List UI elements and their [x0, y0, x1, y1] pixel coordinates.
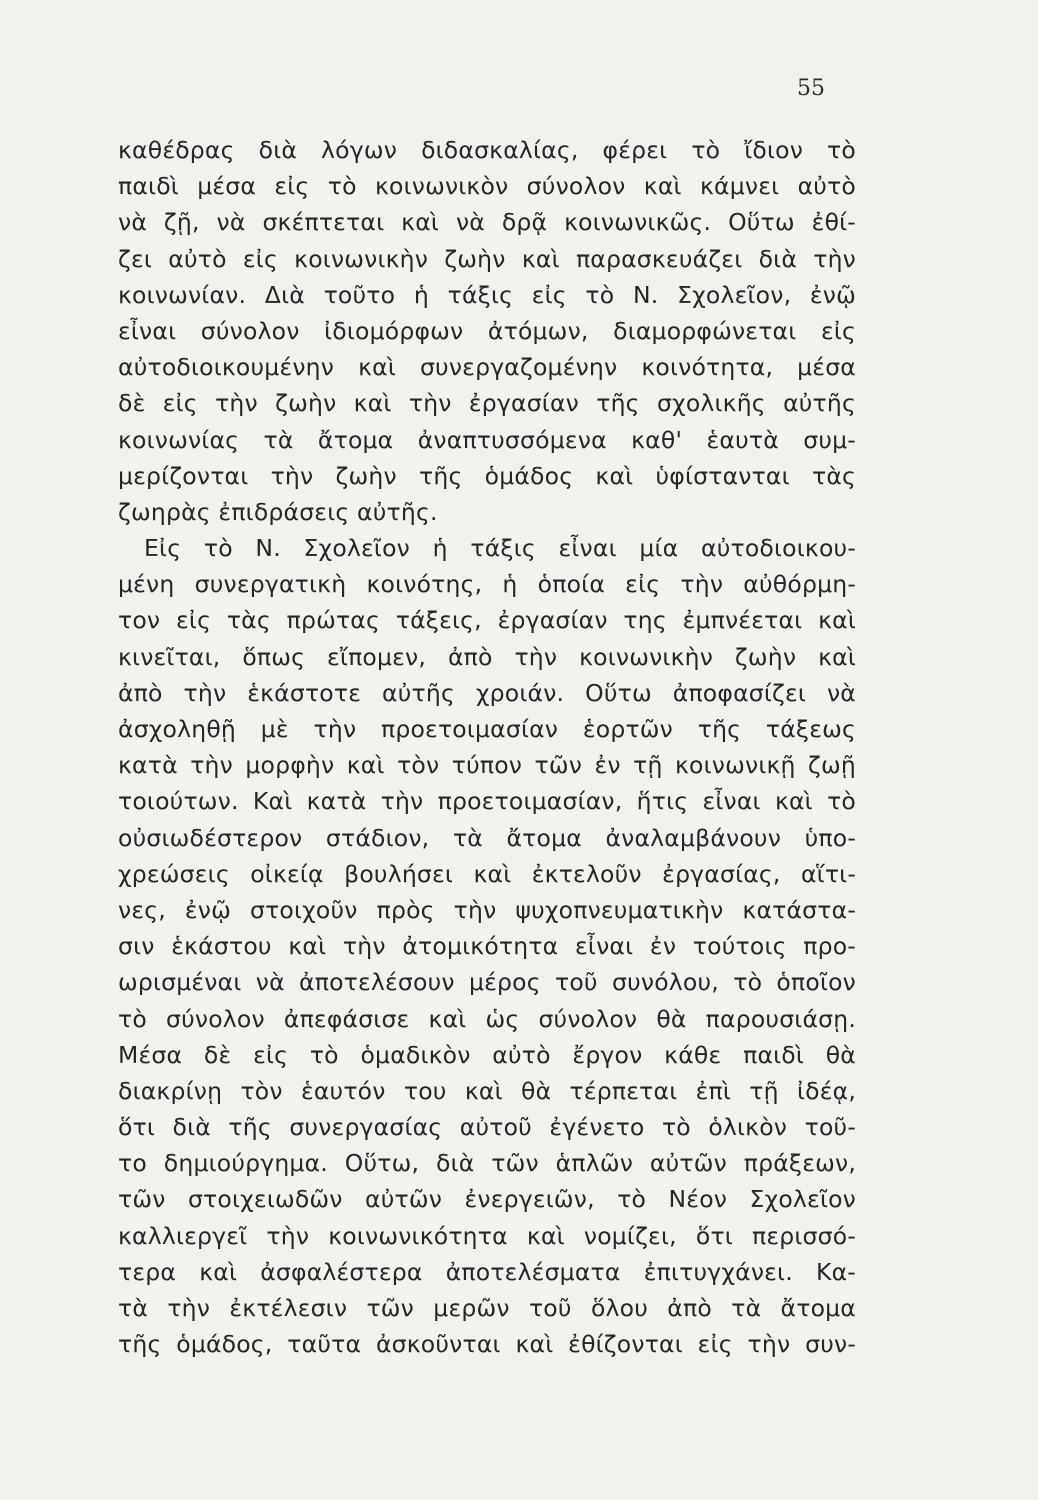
- text-line: τον εἰς τὰς πρώτας τάξεις, ἐργασίαν της ἐμπνέεται καὶ: [118, 606, 856, 635]
- text-line: κατὰ τὴν μορφὴν καὶ τὸν τύπον τῶν ἐν τῇ κοινωνικῇ ζωῇ: [118, 751, 856, 780]
- text-line: ζει αὐτὸ εἰς κοινωνικὴν ζωὴν καὶ παρασκευάζει διὰ τὴν: [118, 244, 856, 273]
- text-line: νες, ἐνῷ στοιχοῦν πρὸς τὴν ψυχοπνευματικὴν κατάστα-: [118, 895, 856, 924]
- text-line: το δημιούργημα. Οὕτω, διὰ τῶν ἁπλῶν αὐτῶν πράξεων,: [118, 1149, 856, 1178]
- text-line: τῆς ὁμάδος, ταῦτα ἀσκοῦνται καὶ ἐθίζονται εἰς τὴν συν-: [118, 1330, 856, 1359]
- text-line: παιδὶ μέσα εἰς τὸ κοινωνικὸν σύνολον καὶ κάμνει αὐτὸ: [118, 172, 856, 201]
- text-line: αὐτοδιοικουμένην καὶ συνεργαζομένην κοινότητα, μέσα: [118, 353, 856, 382]
- text-line: οὐσιωδέστερον στάδιον, τὰ ἄτομα ἀναλαμβάνουν ὑπο-: [118, 823, 856, 852]
- text-line: ζωηρὰς ἐπιδράσεις αὐτῆς.: [118, 497, 438, 526]
- text-line: κοινωνίαν. Διὰ τοῦτο ἡ τάξις εἰς τὸ Ν. Σχολεῖον, ἐνῷ: [118, 280, 856, 309]
- text-line: τὸ σύνολον ἀπεφάσισε καὶ ὡς σύνολον θὰ παρουσιάσῃ.: [118, 1004, 856, 1033]
- text-line: μερίζονται τὴν ζωὴν τῆς ὁμάδος καὶ ὑφίστανται τὰς: [118, 461, 856, 490]
- text-line: σιν ἑκάστου καὶ τὴν ἀτομικότητα εἶναι ἐν τούτοις προ-: [118, 932, 856, 961]
- text-line: ωρισμέναι νὰ ἀποτελέσουν μέρος τοῦ συνόλου, τὸ ὁποῖον: [118, 968, 856, 997]
- text-line: ἀσχοληθῇ μὲ τὴν προετοιμασίαν ἑορτῶν τῆς τάξεως: [118, 715, 856, 743]
- text-line: κοινωνίας τὰ ἄτομα ἀναπτυσσόμενα καθ' ἑαυτὰ συμ-: [118, 425, 856, 454]
- text-line: εἶναι σύνολον ἰδιομόρφων ἀτόμων, διαμορφώνεται εἰς: [118, 316, 856, 345]
- page-number: 55: [797, 76, 825, 101]
- text-line: τοιούτων. Καὶ κατὰ τὴν προετοιμασίαν, ἥτις εἶναι καὶ τὸ: [118, 787, 856, 816]
- text-line: δὲ εἰς τὴν ζωὴν καὶ τὴν ἐργασίαν τῆς σχολικῆς αὐτῆς: [118, 389, 856, 418]
- text-line: χρεώσεις οἰκείᾳ βουλήσει καὶ ἐκτελοῦν ἐργασίας, αἵτι-: [118, 859, 856, 888]
- text-line: Μέσα δὲ εἰς τὸ ὁμαδικὸν αὐτὸ ἔργον κάθε παιδὶ θὰ: [118, 1040, 856, 1069]
- body-text: [118, 132, 856, 1362]
- text-line: ἀπὸ τὴν ἑκάστοτε αὐτῆς χροιάν. Οὕτω ἀποφασίζει νὰ: [118, 678, 856, 707]
- text-line: τῶν στοιχειωδῶν αὐτῶν ἐνεργειῶν, τὸ Νέον Σχολεῖον: [118, 1185, 856, 1214]
- text-line: διακρίνῃ τὸν ἑαυτόν του καὶ θὰ τέρπεται ἐπὶ τῇ ἰδέᾳ,: [118, 1076, 856, 1105]
- text-line: Εἰς τὸ Ν. Σχολεῖον ἡ τάξις εἶναι μία αὐτοδιοικου-: [144, 534, 856, 563]
- text-line: τερα καὶ ἀσφαλέστερα ἀποτελέσματα ἐπιτυγχάνει. Κα-: [118, 1257, 856, 1286]
- text-line: καλλιεργεῖ τὴν κοινωνικότητα καὶ νομίζει, ὅτι περισσό-: [118, 1221, 856, 1250]
- text-line: τὰ τὴν ἐκτέλεσιν τῶν μερῶν τοῦ ὅλου ἀπὸ τὰ ἄτομα: [118, 1294, 856, 1322]
- text-line: μένη συνεργατικὴ κοινότης, ἡ ὁποία εἰς τὴν αὐθόρμη-: [118, 570, 856, 599]
- text-line: ὅτι διὰ τῆς συνεργασίας αὐτοῦ ἐγένετο τὸ ὁλικὸν τοῦ-: [118, 1113, 856, 1142]
- text-line: καθέδρας διὰ λόγων διδασκαλίας, φέρει τὸ ἴδιον τὸ: [118, 136, 856, 164]
- text-line: κινεῖται, ὅπως εἴπομεν, ἀπὸ τὴν κοινωνικὴν ζωὴν καὶ: [118, 642, 856, 671]
- text-line: νὰ ζῇ, νὰ σκέπτεται καὶ νὰ δρᾷ κοινωνικῶς. Οὕτω ἐθί-: [118, 208, 856, 237]
